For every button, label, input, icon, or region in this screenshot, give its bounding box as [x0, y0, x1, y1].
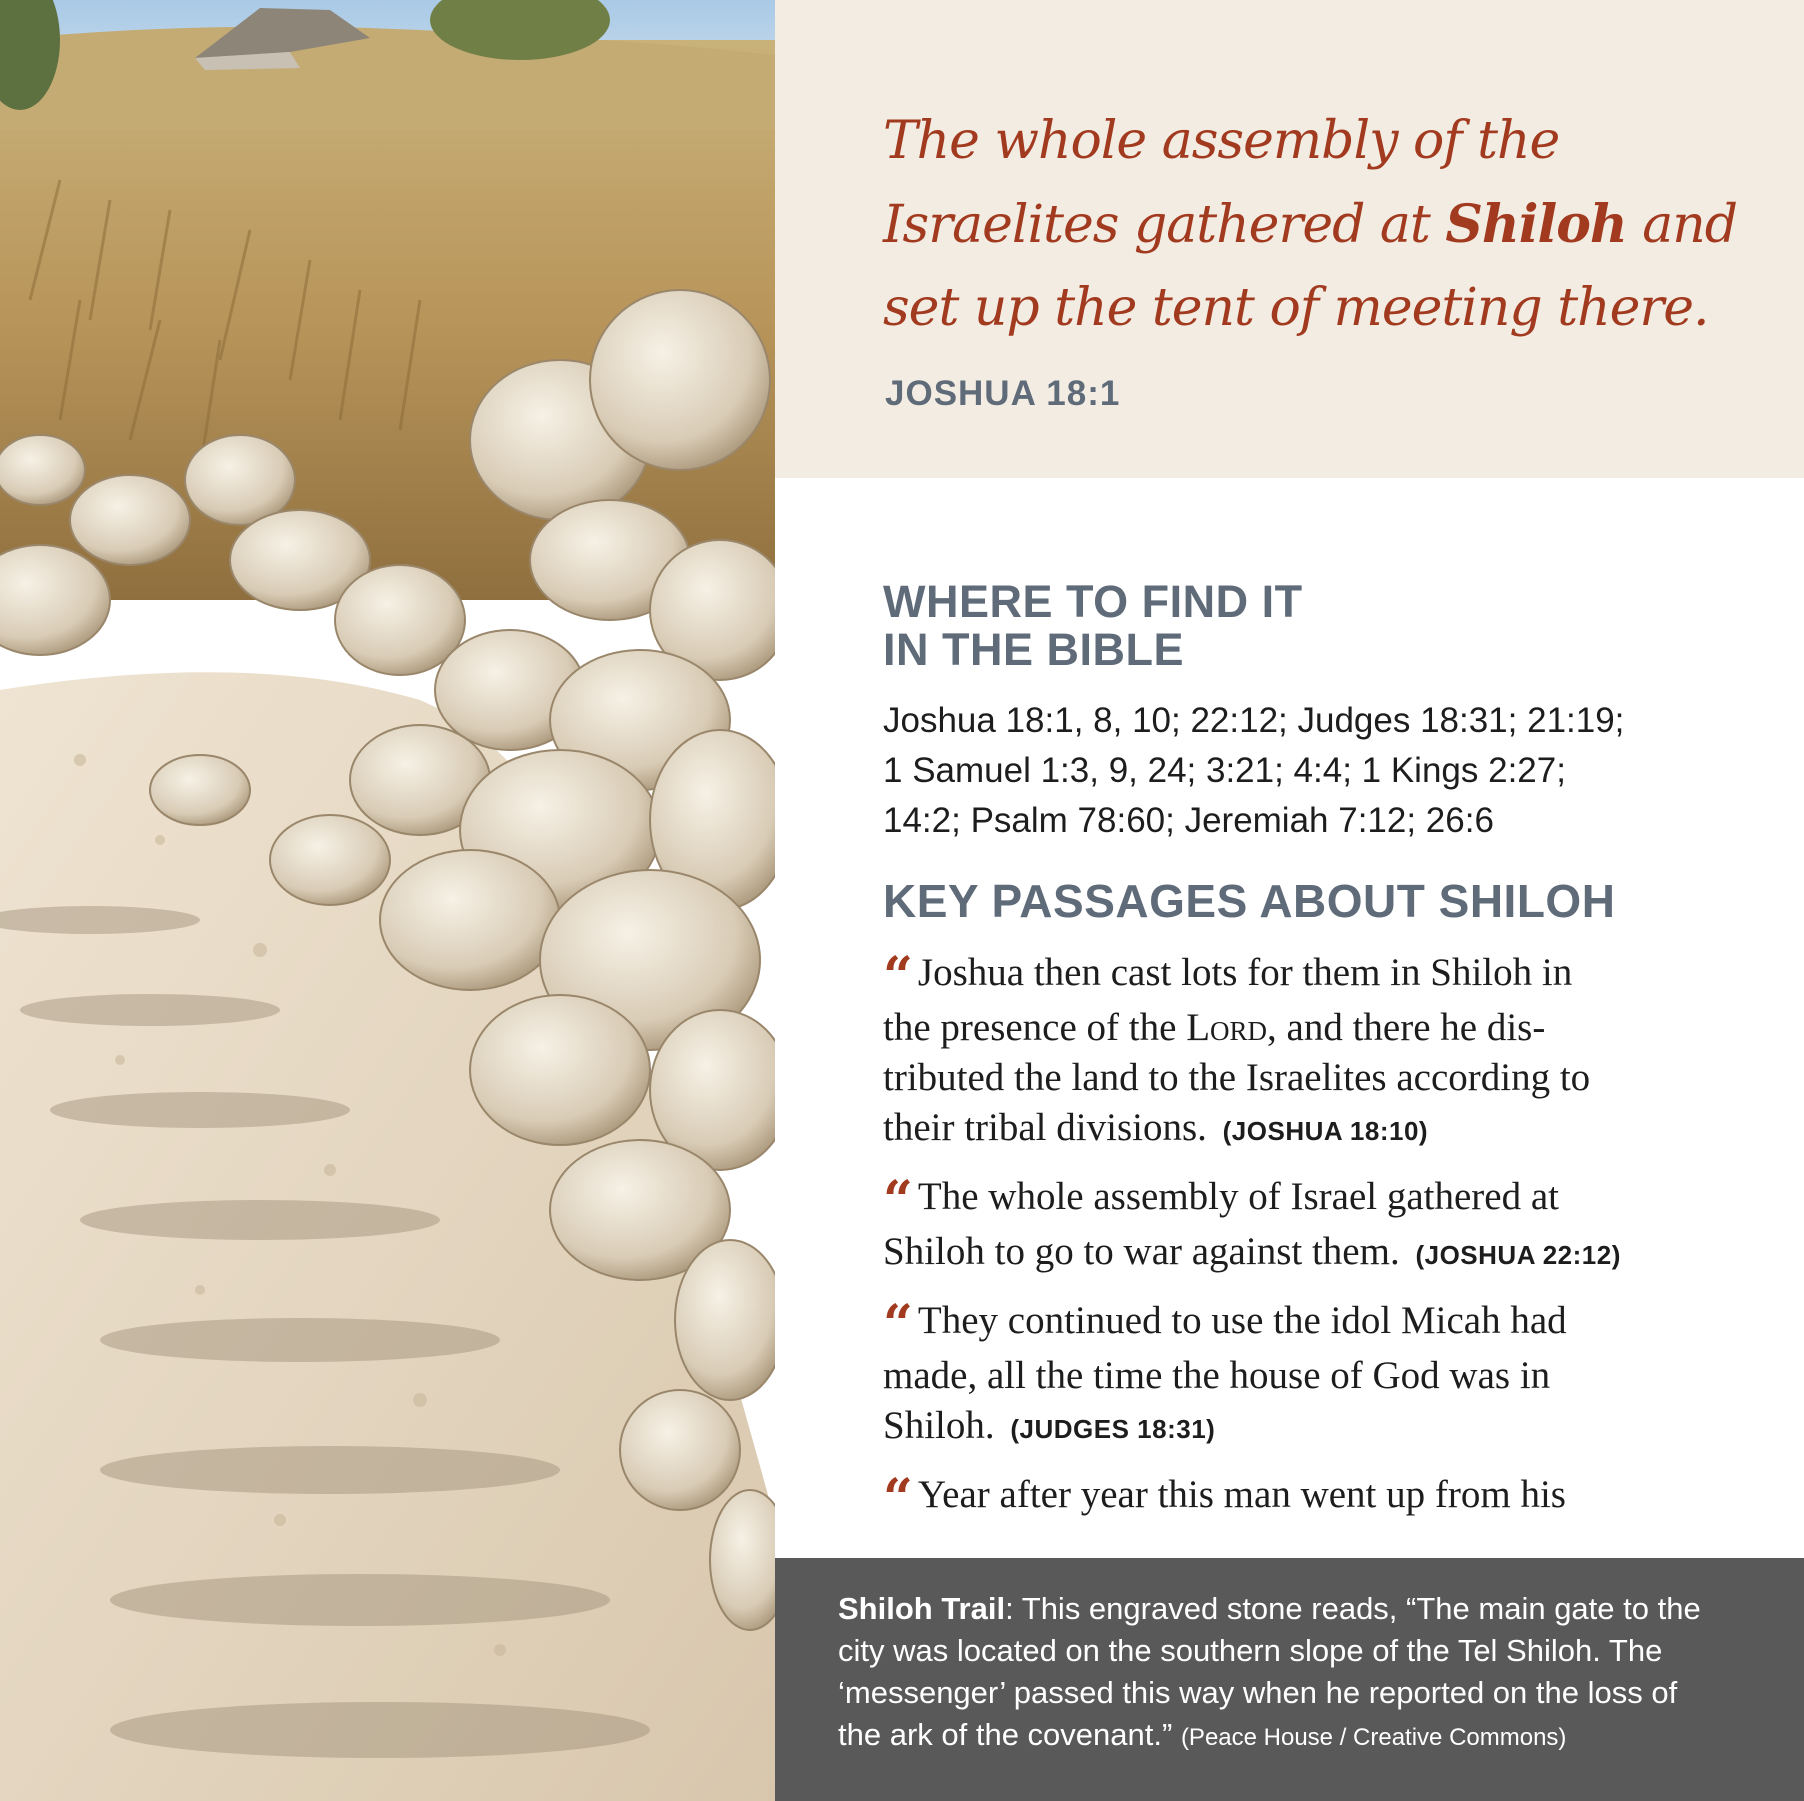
- quote-shiloh-emphasis: Shiloh: [1445, 194, 1627, 255]
- passage-line: the presence of the: [883, 1006, 1187, 1049]
- lord-small-caps: Lord: [1186, 1006, 1268, 1049]
- quote-line-2-post: and: [1626, 195, 1738, 255]
- photo-credit: (Peace House / Creative Commons): [1180, 1724, 1567, 1751]
- quote-line-3: set up the tent of meeting there.: [883, 278, 1709, 338]
- where-to-find-heading: [883, 578, 1763, 674]
- featured-quote-panel: [775, 0, 1804, 478]
- caption-line: : This engraved stone reads, “The main gate to the: [1005, 1591, 1701, 1626]
- key-passages-list: [883, 946, 1763, 1529]
- passage-judges-18-31: [883, 1296, 1763, 1454]
- quote-line-2-pre: Israelites gathered at: [883, 195, 1446, 255]
- passage-continued: [883, 1468, 1763, 1529]
- caption-line: the ark of the covenant.”: [838, 1717, 1181, 1752]
- passage-line: They continued to use the idol Micah had: [917, 1299, 1567, 1342]
- caption-line: city was located on the southern slope of the Tel Shiloh. The: [838, 1633, 1663, 1668]
- quote-reference: JOSHUA 18:1: [885, 374, 1121, 413]
- passage-line: made, all the time the house of God was in: [883, 1354, 1551, 1397]
- passage-citation: (JOSHUA 18:10): [1222, 1116, 1429, 1146]
- passage-line: , and there he dis-: [1267, 1006, 1546, 1049]
- quotation-mark-icon: “: [883, 946, 908, 1007]
- caption-line: ‘messenger’ passed this way when he reported on the loss of: [838, 1675, 1678, 1710]
- photo-caption: [838, 1588, 1758, 1759]
- caption-title: Shiloh Trail: [838, 1591, 1006, 1626]
- where-to-find-heading-line-1: WHERE TO FIND IT: [883, 576, 1303, 627]
- bible-references: [883, 696, 1763, 846]
- passage-citation: (JUDGES 18:31): [1010, 1414, 1216, 1444]
- refs-line-1: Joshua 18:1, 8, 10; 22:12; Judges 18:31; 21:19;: [883, 701, 1625, 740]
- passage-citation: (JOSHUA 22:12): [1415, 1240, 1621, 1270]
- passage-line: The whole assembly of Israel gathered at: [917, 1175, 1560, 1218]
- quotation-mark-icon: “: [883, 1468, 908, 1529]
- key-passages-heading: KEY PASSAGES ABOUT SHILOH: [883, 875, 1616, 927]
- passage-joshua-22-12: [883, 1172, 1763, 1280]
- quotation-mark-icon: “: [883, 1294, 908, 1355]
- refs-line-2: 1 Samuel 1:3, 9, 24; 3:21; 4:4; 1 Kings 2:27;: [883, 751, 1566, 790]
- photo-caption-panel: [775, 1558, 1804, 1801]
- featured-quote: [883, 100, 1763, 350]
- shiloh-trail-photo: [0, 0, 775, 1801]
- passage-line: Shiloh.: [883, 1404, 995, 1447]
- passage-line: Shiloh to go to war against them.: [883, 1230, 1400, 1273]
- refs-line-3: 14:2; Psalm 78:60; Jeremiah 7:12; 26:6: [883, 801, 1494, 840]
- passage-line: tributed the land to the Israelites according to: [883, 1056, 1591, 1099]
- quote-line-1: The whole assembly of the: [883, 111, 1560, 171]
- content-column: [883, 578, 1763, 1541]
- passage-line: Joshua then cast lots for them in Shiloh in: [917, 951, 1573, 994]
- where-to-find-heading-line-2: IN THE BIBLE: [883, 624, 1185, 675]
- passage-line: their tribal divisions.: [883, 1106, 1207, 1149]
- passage-joshua-18-10: [883, 948, 1763, 1156]
- passage-line: Year after year this man went up from his: [917, 1473, 1566, 1516]
- quotation-mark-icon: “: [883, 1170, 908, 1231]
